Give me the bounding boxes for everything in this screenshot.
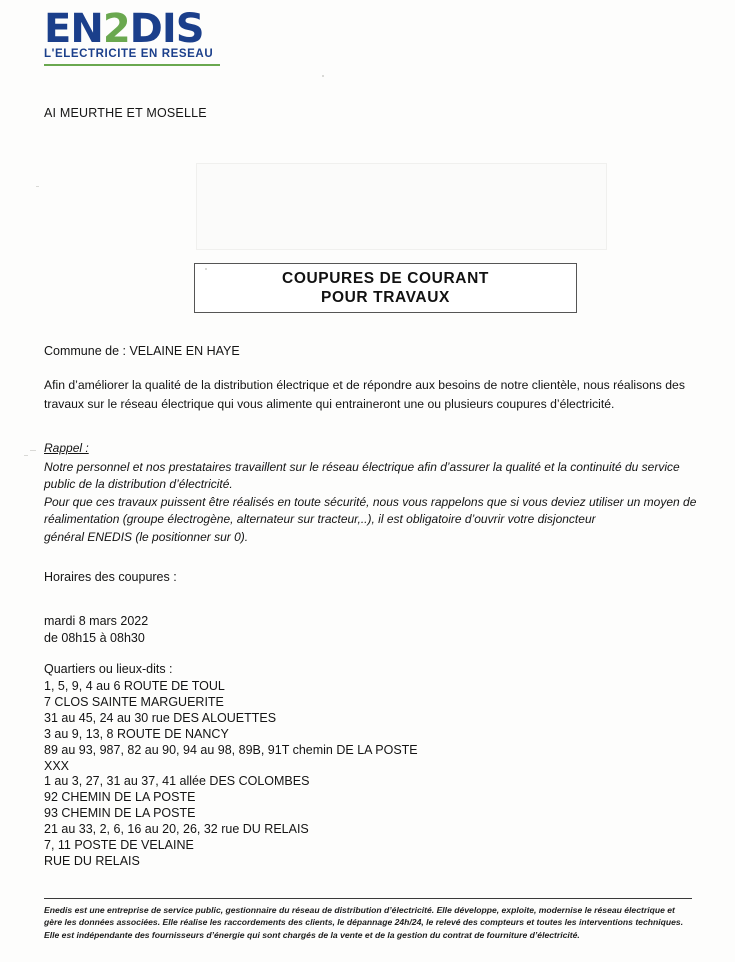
scan-speckle	[30, 450, 36, 451]
horaires-time: de 08h15 à 08h30	[44, 630, 145, 645]
scan-speckle	[322, 75, 324, 77]
list-item: 89 au 93, 987, 82 au 90, 94 au 98, 89B, 91T chemin DE LA POSTE	[44, 742, 418, 757]
logo-word-start: EN	[44, 6, 103, 52]
list-item: 1, 5, 9, 4 au 6 ROUTE DE TOUL	[44, 679, 225, 693]
title-line-2: POUR TRAVAUX	[321, 289, 450, 306]
footer-divider	[44, 898, 692, 899]
blank-scan-area	[196, 163, 607, 250]
rappel-paragraph-3: général ENEDIS (le positionner sur 0).	[44, 529, 249, 544]
list-item: 1 au 3, 27, 31 au 37, 41 allée DES COLOMBES	[44, 774, 310, 789]
scan-speckle	[36, 186, 39, 187]
list-item: 3 au 9, 13, 8 ROUTE DE NANCY	[44, 726, 229, 741]
logo-underline	[44, 64, 220, 66]
list-item: 92 CHEMIN DE LA POSTE	[44, 790, 196, 805]
rappel-title: Rappel :	[44, 441, 89, 455]
enedis-logo	[44, 8, 294, 60]
list-item: 7, 11 POSTE DE VELAINE	[44, 838, 194, 853]
quartiers-label: Quartiers ou lieux-dits :	[44, 662, 173, 676]
rappel-block	[44, 440, 709, 546]
horaires-values	[44, 613, 148, 646]
logo-wordmark	[44, 8, 294, 50]
logo-tagline: L'ELECTRICITE EN RESEAU	[44, 48, 214, 60]
footer-legal-text: Enedis est une entreprise de service public, gestionnaire du réseau de distribution d’électricité. Elle développe, exploite, modernise le réseau électrique et gère les données associées. Elle réalise les raccordements des clients, le dépannage 24h/24, le relevé des compteurs et toutes les interventions techniques. Elle est indépendante des fournisseurs d’énergie qui sont chargés de la vente et de la gestion du contrat de fourniture d’électricité.	[44, 905, 684, 940]
list-item: 93 CHEMIN DE LA POSTE	[44, 806, 196, 821]
list-item: RUE DU RELAIS	[44, 853, 140, 868]
horaires-date: mardi 8 mars 2022	[44, 614, 149, 628]
list-item: 31 au 45, 24 au 30 rue DES ALOUETTES	[44, 710, 277, 725]
title-line-1: COUPURES DE COURANT	[282, 270, 489, 287]
scan-speckle	[24, 455, 28, 456]
quartiers-list	[44, 679, 418, 870]
title-box	[194, 263, 577, 313]
list-item: XXX	[44, 758, 70, 773]
rappel-paragraph-2: Pour que ces travaux puissent être réalisés en toute sécurité, nous vous rappelons que si vous deviez utiliser un moyen de réalimentation (groupe électrogène, alternateur sur tracteur,..), il est obligatoire d’ouvrir votre disjoncteur	[44, 494, 697, 526]
scan-speckle	[205, 268, 207, 270]
horaires-label: Horaires des coupures :	[44, 570, 177, 584]
recipient-line: AI MEURTHE ET MOSELLE	[44, 106, 207, 120]
list-item: 7 CLOS SAINTE MARGUERITE	[44, 694, 224, 709]
rappel-paragraph-1: Notre personnel et nos prestataires travaillent sur le réseau électrique afin d’assurer la qualité et la continuité du service public de la distribution d’électricité.	[44, 459, 680, 491]
logo-word-mid: 2	[102, 6, 130, 52]
commune-line: Commune de : VELAINE EN HAYE	[44, 344, 240, 358]
intro-paragraph: Afin d’améliorer la qualité de la distribution électrique et de répondre aux besoins de notre clientèle, nous réalisons des travaux sur le réseau électrique qui vous alimente qui entraineront une ou plusieurs coupures d’électricité.	[44, 378, 685, 411]
list-item: 21 au 33, 2, 6, 16 au 20, 26, 32 rue DU RELAIS	[44, 822, 309, 837]
logo-word-end: DIS	[129, 6, 204, 52]
